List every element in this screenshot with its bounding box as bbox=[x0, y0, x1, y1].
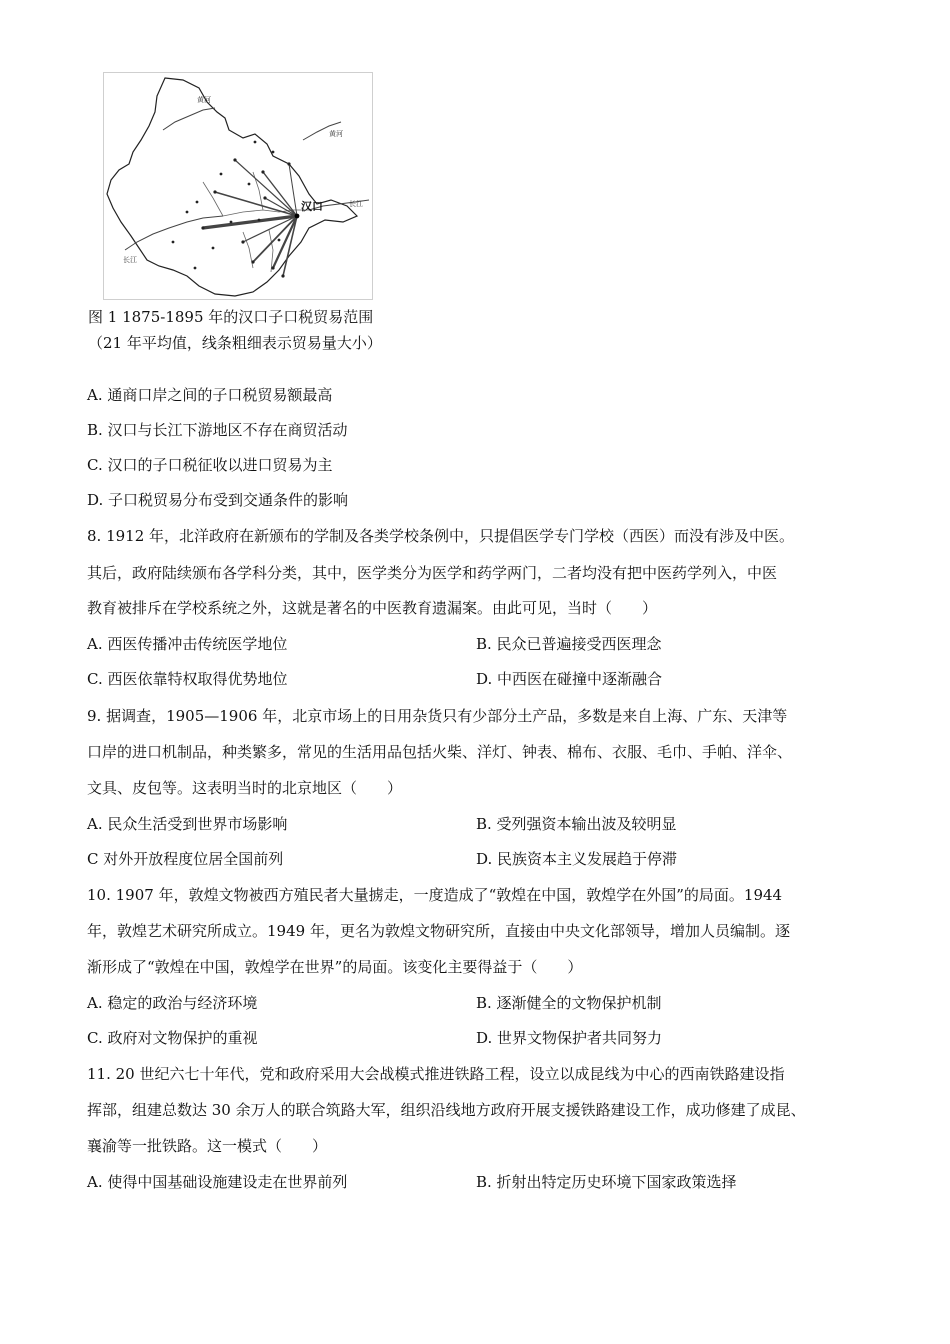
map-label-huanghe-east: 黄河 bbox=[329, 130, 343, 138]
figure-caption-line2: （21 年平均值，线条粗细表示贸易量大小） bbox=[88, 334, 382, 352]
q8-option-c: C. 西医依靠特权取得优势地位 bbox=[87, 670, 288, 688]
map-label-hankou: 汉口 bbox=[301, 200, 323, 213]
map-label-changjiang-west: 长江 bbox=[123, 256, 137, 264]
map-label-changjiang-east: 长江 bbox=[349, 200, 363, 208]
q7-option-d: D. 子口税贸易分布受到交通条件的影响 bbox=[87, 491, 349, 509]
q9-option-c: C 对外开放程度位居全国前列 bbox=[87, 850, 284, 868]
q10-option-b: B. 逐渐健全的文物保护机制 bbox=[476, 994, 662, 1012]
q9-option-b: B. 受列强资本输出波及较明显 bbox=[476, 815, 677, 833]
q8-stem-line1: 8. 1912 年，北洋政府在新颁布的学制及各类学校条例中，只提倡医学专门学校（西医）而没有涉及中医。 bbox=[87, 527, 795, 545]
map-frame bbox=[104, 73, 373, 300]
hankou-trade-map bbox=[103, 72, 373, 300]
q8-option-a: A. 西医传播冲击传统医学地位 bbox=[87, 635, 288, 653]
q9-stem-line2: 口岸的进口机制品，种类繁多，常见的生活用品包括火柴、洋灯、钟表、棉布、衣服、毛巾、手帕、洋伞、 bbox=[87, 743, 793, 761]
q11-stem-line3: 襄渝等一批铁路。这一模式（ ） bbox=[87, 1137, 328, 1155]
q10-option-c: C. 政府对文物保护的重视 bbox=[87, 1029, 258, 1047]
q10-option-d: D. 世界文物保护者共同努力 bbox=[476, 1029, 663, 1047]
q8-option-b: B. 民众已普遍接受西医理念 bbox=[476, 635, 662, 653]
q7-option-c: C. 汉口的子口税征收以进口贸易为主 bbox=[87, 456, 333, 474]
q8-stem-line2: 其后，政府陆续颁布各学科分类，其中，医学类分为医学和药学两门，二者均没有把中医药学列入，中医 bbox=[87, 564, 778, 582]
q8-stem-line3: 教育被排斥在学校系统之外，这就是著名的中医教育遗漏案。由此可见，当时（ ） bbox=[87, 599, 658, 617]
q10-stem-line3: 渐形成了“敦煌在中国，敦煌学在世界”的局面。该变化主要得益于（ ） bbox=[87, 958, 583, 976]
q11-option-b: B. 折射出特定历史环境下国家政策选择 bbox=[476, 1173, 737, 1191]
q7-option-b: B. 汉口与长江下游地区不存在商贸活动 bbox=[87, 421, 348, 439]
q9-option-a: A. 民众生活受到世界市场影响 bbox=[87, 815, 288, 833]
q8-option-d: D. 中西医在碰撞中逐渐融合 bbox=[476, 670, 663, 688]
figure-caption-line1: 图 1 1875-1895 年的汉口子口税贸易范围 bbox=[88, 308, 374, 326]
q10-stem-line1: 10. 1907 年，敦煌文物被西方殖民者大量掳走，一度造成了“敦煌在中国，敦煌学在外国”的局面。1944 bbox=[87, 886, 783, 904]
map-label-huanghe-north: 黄河 bbox=[197, 96, 211, 104]
q11-option-a: A. 使得中国基础设施建设走在世界前列 bbox=[87, 1173, 348, 1191]
q9-stem-line1: 9. 据调查，1905—1906 年，北京市场上的日用杂货只有少部分土产品，多数是来自上海、广东、天津等 bbox=[87, 707, 788, 725]
q7-option-a: A. 通商口岸之间的子口税贸易额最高 bbox=[87, 386, 333, 404]
q11-stem-line1: 11. 20 世纪六七十年代，党和政府采用大会战模式推进铁路工程，设立以成昆线为中心的西南铁路建设指 bbox=[87, 1065, 785, 1083]
q10-option-a: A. 稳定的政治与经济环境 bbox=[87, 994, 258, 1012]
q10-stem-line2: 年，敦煌艺术研究所成立。1949 年，更名为敦煌文物研究所，直接由中央文化部领导，增加人员编制。逐 bbox=[87, 922, 790, 940]
q9-stem-line3: 文具、皮包等。这表明当时的北京地区（ ） bbox=[87, 779, 403, 797]
q9-option-d: D. 民族资本主义发展趋于停滞 bbox=[476, 850, 678, 868]
q11-stem-line2: 挥部，组建总数达 30 余万人的联合筑路大军，组织沿线地方政府开展支援铁路建设工作，成功修建了成昆、 bbox=[87, 1101, 806, 1119]
